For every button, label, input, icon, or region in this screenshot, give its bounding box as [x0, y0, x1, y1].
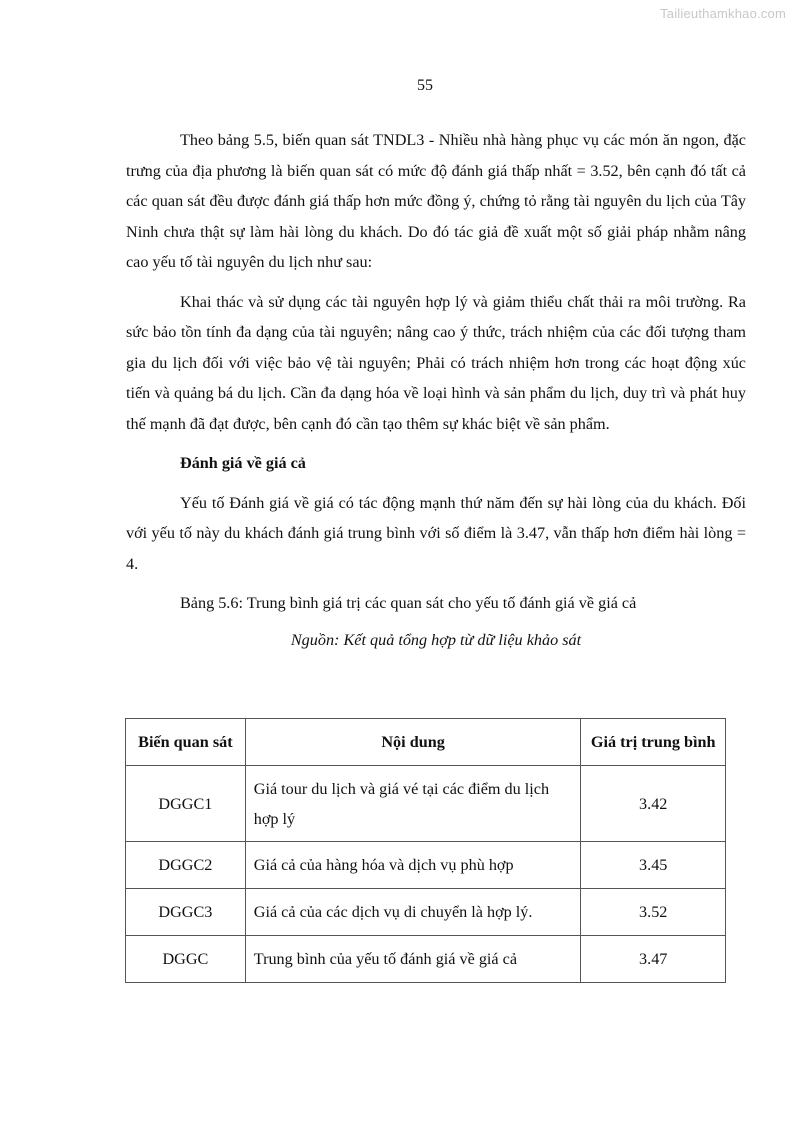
- cell-mean: 3.52: [581, 889, 726, 936]
- section-heading: Đánh giá về giá cả: [180, 454, 306, 472]
- paragraph-1: Theo bảng 5.5, biến quan sát TNDL3 - Nhiều nhà hàng phục vụ các món ăn ngon, đặc trưng của địa phương là biến quan sát có mức độ đánh giá thấp nhất = 3.52, bên cạnh đó tất cả các quan sát đều được đánh giá thấp hơn mức đồng ý, chứng tỏ rằng tài nguyên du lịch của Tây Ninh chưa thật sự làm hài lòng du khách. Do đó tác giả đề xuất một số giải pháp nhằm nâng cao yếu tố tài nguyên du lịch như sau:: [126, 131, 746, 271]
- cell-mean: 3.47: [581, 936, 726, 983]
- cell-content: Giá cả của hàng hóa và dịch vụ phù hợp: [245, 842, 581, 889]
- table-caption: Bảng 5.6: Trung bình giá trị các quan sát cho yếu tố đánh giá về giá cả: [180, 594, 637, 612]
- cell-mean: 3.45: [581, 842, 726, 889]
- header-content: Nội dung: [245, 719, 581, 766]
- table-row: [126, 766, 726, 842]
- page-number: 55: [417, 77, 433, 94]
- cell-variable: DGGC1: [126, 766, 246, 842]
- table-row: [126, 936, 726, 983]
- cell-content: Trung bình của yếu tố đánh giá về giá cả: [245, 936, 581, 983]
- paragraph-3: Yếu tố Đánh giá về giá có tác động mạnh thứ năm đến sự hài lòng của du khách. Đối với yếu tố này du khách đánh giá trung bình với số điểm là 3.47, vẫn thấp hơn điểm hài lòng = 4.: [126, 493, 746, 573]
- table-source: Nguồn: Kết quả tổng hợp từ dữ liệu khảo sát: [290, 630, 582, 649]
- document-body: [126, 125, 746, 655]
- table-row: [126, 842, 726, 889]
- cell-content: Giá cả của các dịch vụ di chuyển là hợp lý.: [245, 889, 581, 936]
- mean-values-table: [125, 718, 726, 983]
- paragraph-2: Khai thác và sử dụng các tài nguyên hợp lý và giảm thiểu chất thải ra môi trường. Ra sức bảo tồn tính đa dạng của tài nguyên; nâng cao ý thức, trách nhiệm của các đối tượng tham gia du lịch đối với việc bảo vệ tài nguyên; Phải có trách nhiệm hơn trong các hoạt động xúc tiến và quảng bá du lịch. Cần đa dạng hóa về loại hình và sản phẩm du lịch, duy trì và phát huy thế mạnh đã đạt được, bên cạnh đó cần tạo thêm sự khác biệt về sản phẩm.: [126, 292, 746, 433]
- cell-variable: DGGC3: [126, 889, 246, 936]
- header-mean: Giá trị trung bình: [581, 719, 726, 766]
- header-variable: Biến quan sát: [126, 719, 246, 766]
- table-header-row: [126, 719, 726, 766]
- table-row: [126, 889, 726, 936]
- cell-variable: DGGC2: [126, 842, 246, 889]
- cell-mean: 3.42: [581, 766, 726, 842]
- cell-variable: DGGC: [126, 936, 246, 983]
- watermark: Tailieuthamkhao.com: [660, 6, 786, 21]
- cell-content: Giá tour du lịch và giá vé tại các điểm du lịch hợp lý: [245, 766, 581, 842]
